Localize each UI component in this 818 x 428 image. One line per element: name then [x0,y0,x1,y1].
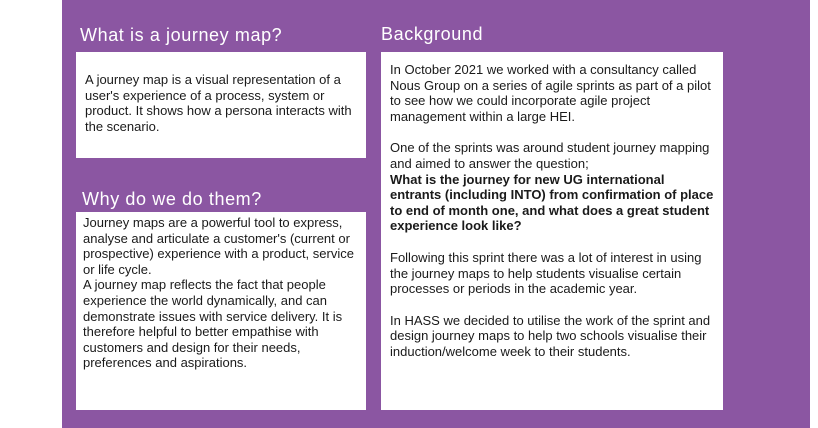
background-question: What is the journey for new UG international entrants (including INTO) from confirmation of place to end of month one, and what does a great student experience look like? [390,171,714,234]
what-panel [76,52,366,158]
background-panel [381,52,723,410]
background-para-4: In HASS we decided to utilise the work of the sprint and design journey maps to help two schools visualise their induction/welcome week to their students. [390,312,711,359]
what-heading: What is a journey map? [80,25,283,45]
background-para-1: In October 2021 we worked with a consultancy called Nous Group on a series of agile sprints as part of a pilot to see how we could incorporate agile project management within a large HEI. [390,62,711,124]
background-para-2: One of the sprints was around student journey mapping and aimed to answer the question; [390,140,710,171]
page-right-margin [810,0,818,428]
why-panel [76,212,366,410]
background-heading: Background [381,24,484,44]
why-text-1: Journey maps are a powerful tool to express, analyse and articulate a customer's (current or prospective) experience with a product, service or life cycle. [83,215,354,277]
page-left-margin [0,0,62,428]
why-text-2: A journey map reflects the fact that people experience the world dynamically, and can demonstrate issues with service delivery. It is therefore helpful to better empathise with customers and design for their needs, preferences and aspirations. [83,277,343,371]
why-heading: Why do we do them? [82,189,262,209]
background-para-3: Following this sprint there was a lot of interest in using the journey maps to help students visualise certain processes or periods in the academic year. [390,249,702,297]
what-text: A journey map is a visual representation of a user's experience of a process, system or product. It shows how a persona interacts with the scenario. [85,72,352,134]
